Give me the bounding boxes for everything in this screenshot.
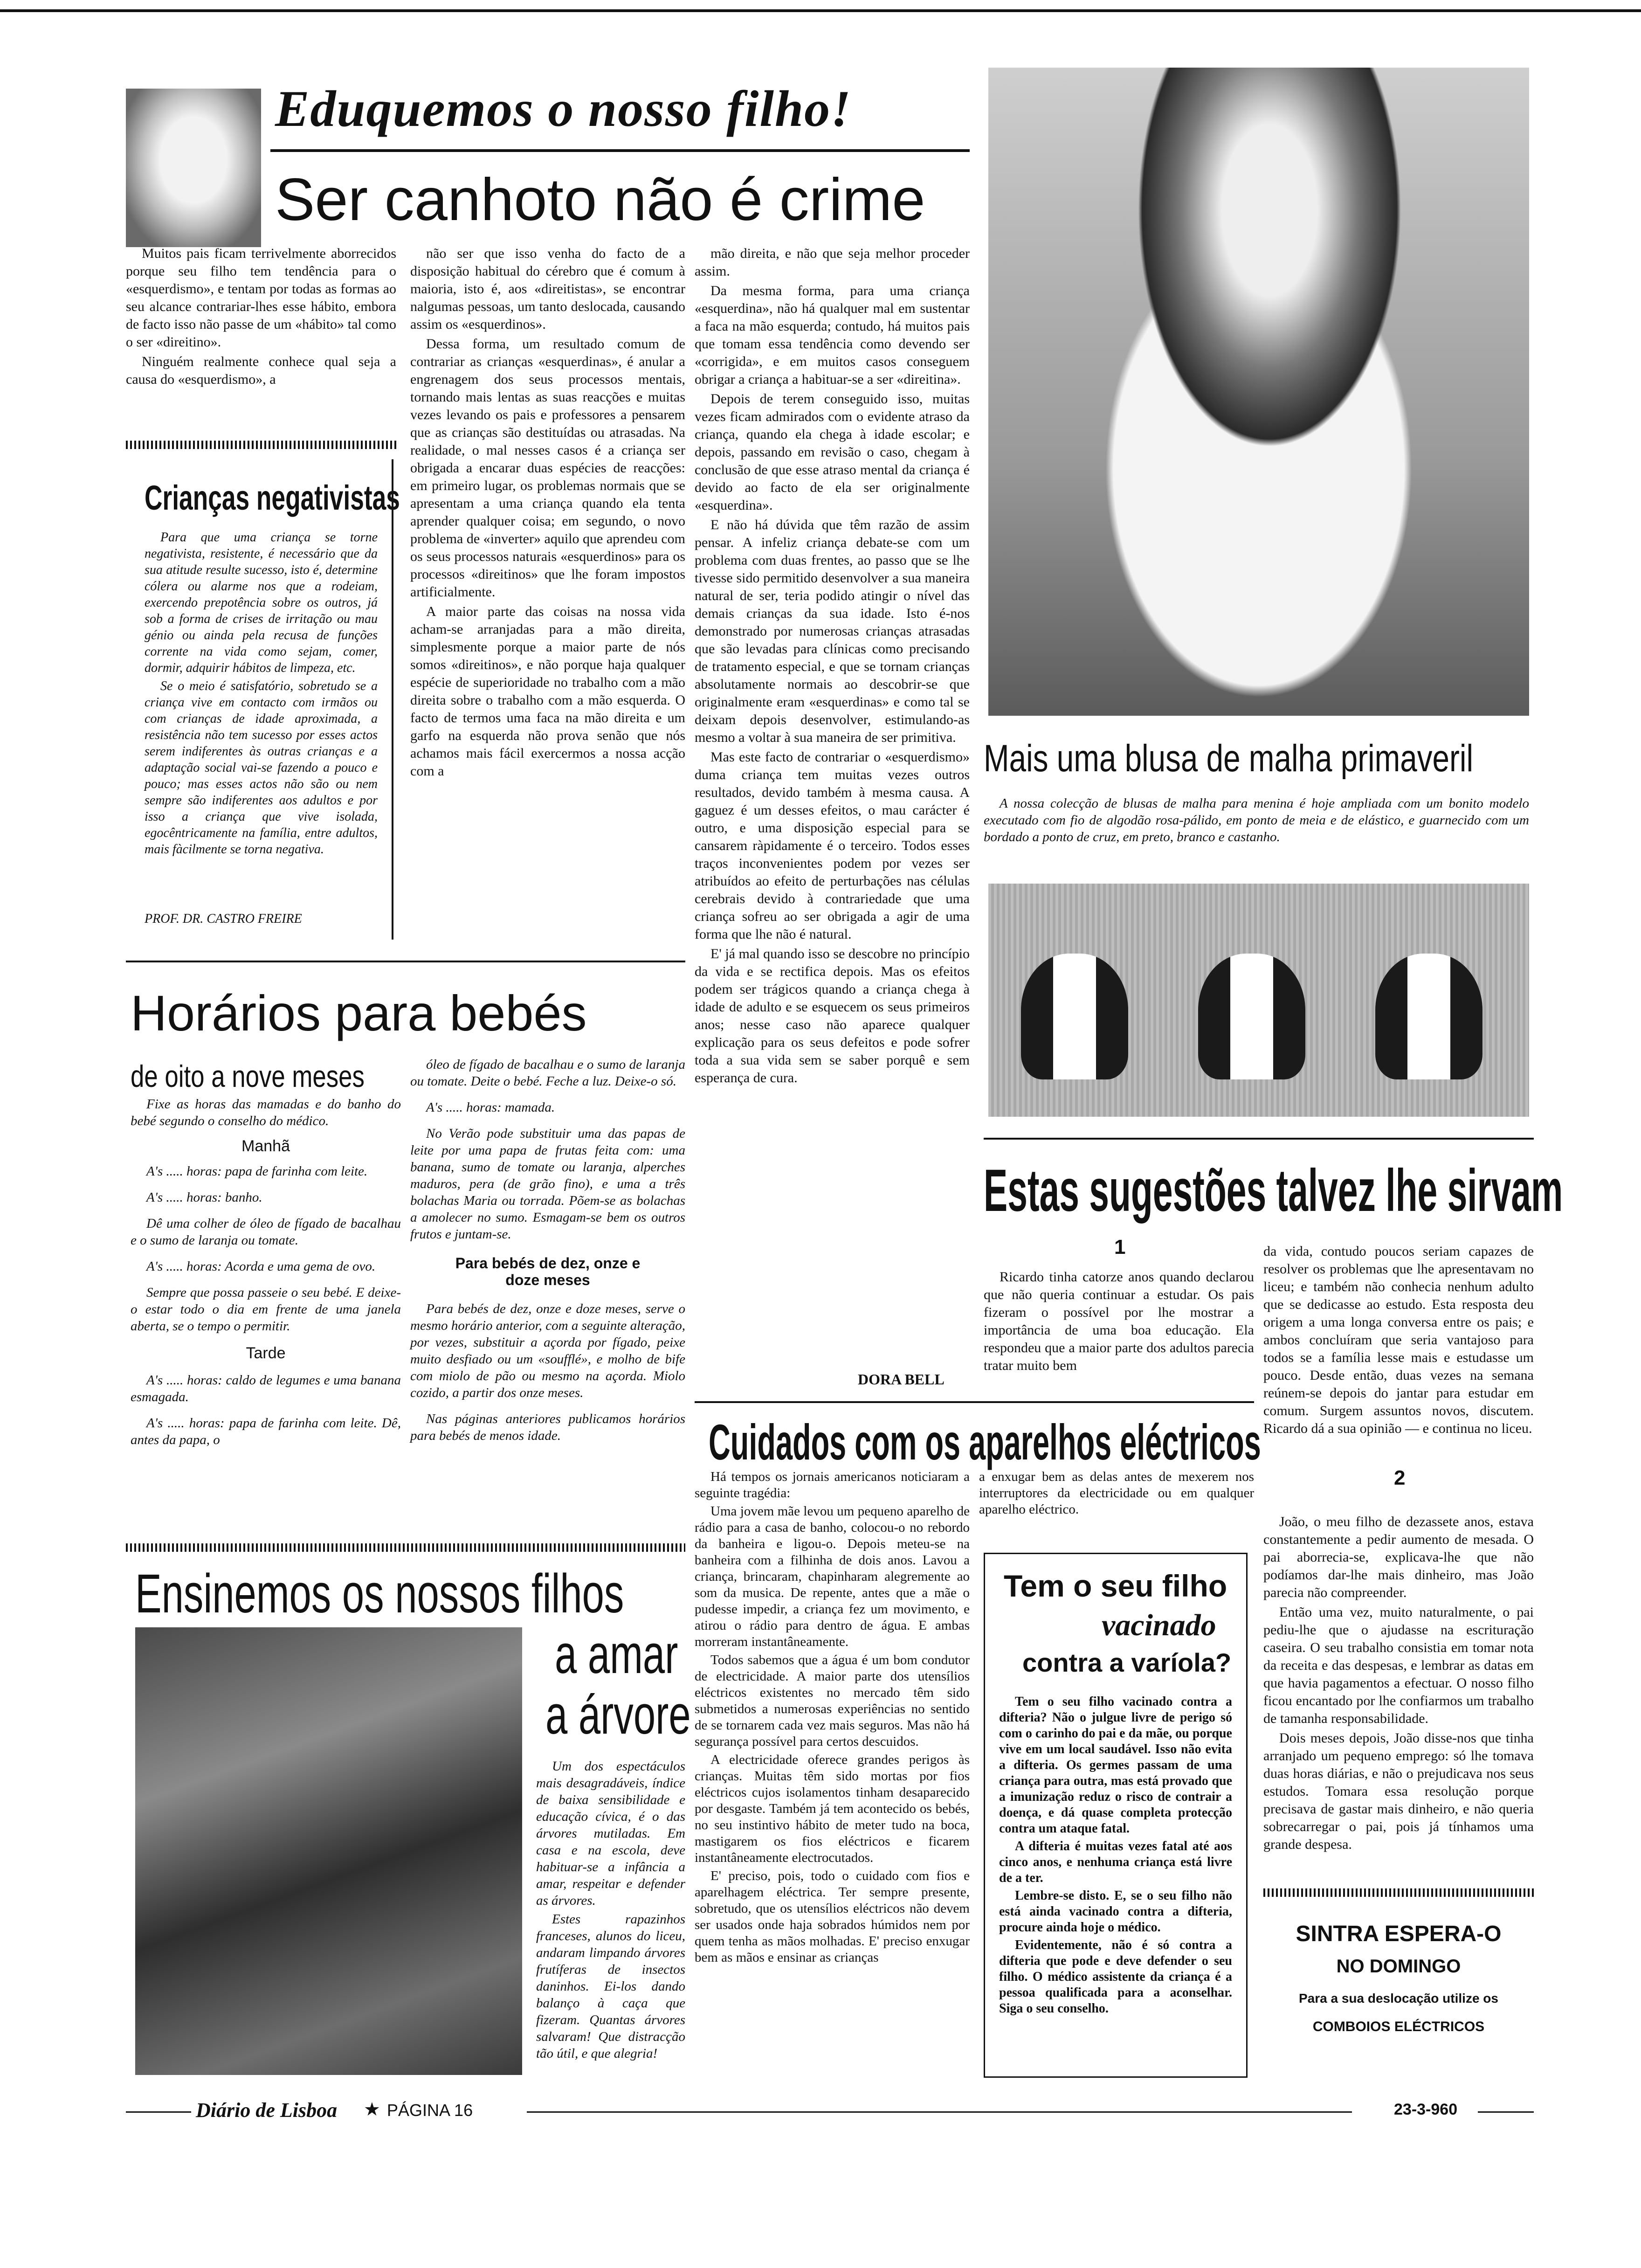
- paragraph: Estes rapazinhos franceses, alunos do liceu, andaram limpando árvores frutíferas de insectos daninhos. Ei-los dando balanço à caça que fizeram. Quantas árvores salvaram! Que distracção tão útil, e que alegria!: [536, 1912, 685, 2061]
- section-divider: [984, 1138, 1534, 1140]
- paragraph: Da mesma forma, para uma criança «esquerdina», não há qualquer mal em sustentar a faca na mão esquerda; contudo, há muitos pais que tomam essa tendência como devendo ser «corrigida», e em muitos casos conseguem obrigar a criança a habituar-se a ser «direitina».: [695, 283, 970, 387]
- sidebar-top-border: [126, 441, 396, 449]
- footer-page-number: PÁGINA 16: [387, 2101, 473, 2120]
- article6-col-2: [1263, 1513, 1534, 1855]
- article3-caption: [536, 1758, 685, 2064]
- article1-col1: [126, 245, 396, 390]
- paragraph: A electricidade oferece grandes perigos às crianças. Muitas têm sido mortas por fios eléctricos cujos isolamentos tinham desaparecido por desgaste. Também já tem acontecido os bebés, no seu instintivo hábito de meter tudo na boca, mastigarem os fios eléctricos e ficarem instantâneamente electrocutados.: [695, 1752, 970, 1865]
- paragraph: Depois de terem conseguido isso, muitas vezes ficam admirados com o evidente atraso da criança, quando ela chega à idade escolar; e depois, passando em revisão o caso, chegam à conclusão de que esse atraso mental da criança é devido ao facto de ela ser originalmente «esquerdina».: [695, 391, 970, 513]
- article6-para-1b: da vida, contudo poucos seriam capazes de resolver os problemas que lhe apresentavam no liceu; e também não conhecia nenhum adulto que se dedicasse ao estudo. Esta resposta deu origem a uma longa conversa entre os pais; e ambos concluíram que seria vantajoso para todos se a família lesse mais e estudasse um pouco. Desde então, duas vezes na semana reúnem-se depois do jantar para estudar em comum. Surgem assuntos novos, discutem. Ricardo dá a sua opinião — e continua no liceu.: [1263, 1244, 1534, 1436]
- section-divider-hatched: [126, 1543, 685, 1552]
- article5-title: Cuidados com os aparelhos eléctricos: [709, 1414, 1261, 1470]
- article7-title-a: Tem o seu filho: [1004, 1569, 1227, 1603]
- footer-masthead: Diário de Lisboa: [196, 2099, 338, 2122]
- star-icon: ★: [364, 2099, 380, 2120]
- paragraph: Tem o seu filho vacinado contra a difteria? Não o julgue livre de perigo só com o carinho do pai e da mãe, ou porque vive em um local saudável. Isso não evita a difteria. Os germes passam de uma criança para outra, mas está provado que a imunização reduz o risco de contrair a doença, e dá quase completa protecção contra um ataque fatal.: [999, 1694, 1232, 1836]
- ad-line-1: SINTRA ESPERA-O: [1296, 1922, 1502, 1946]
- section-divider: [126, 961, 685, 962]
- sidebar-title: Crianças negativistas: [145, 478, 400, 517]
- article5-col2: a enxugar bem as delas antes de mexerem nos interruptores da electricidade ou em qualquer aparelho eléctrico.: [979, 1469, 1254, 1517]
- paragraph: Então uma vez, muito naturalmente, o pai pediu-lhe que o ajudasse na escrituração caseira. O seu trabalho consistia em tomar nota da receita e das despesas, e lembrar as datas em que havia pagamentos a efectuar. O nosso filho ficou encantado por lhe confiarmos um trabalho de tamanha responsabilidade.: [1263, 1604, 1534, 1726]
- ad-top-border: [1263, 1888, 1534, 1897]
- paragraph: E' preciso, pois, todo o cuidado com fios e aparelhagem eléctrica. Ter sempre presente, sobretudo, que os utensílios eléctricos não devem ser usados onde haja sobrados húmidos nem por quem tenha as mãos molhadas. E' preciso enxugar bem as mãos e ensinar as crianças: [695, 1868, 970, 1965]
- vaccine-box: [984, 1553, 1248, 2078]
- paragraph: A difteria é muitas vezes fatal até aos cinco anos, e nenhuma criança está livre de a ter.: [999, 1839, 1232, 1885]
- paragraph: Fixe as horas das mamadas e do banho do bebé segundo o conselho do médico.: [131, 1097, 401, 1128]
- paragraph: Dê uma colher de óleo de fígado de bacalhau e o sumo de laranja ou tomate.: [131, 1216, 401, 1248]
- article6-number-1: 1: [1114, 1236, 1126, 1258]
- paragraph: Mas este facto de contrariar o «esquerdismo» duma criança tem muitas vezes outros resultados, devido também à mesma causa. A gaguez é um desses efeitos, o mau carácter é outro, e uma disposição especial para se cansarem ràpidamente é o terceiro. Todos esses traços inconvenientes podem por vezes ser atribuídos ao efeito de perturbações nas células cerebrais devido à contrariedade que uma criança sofreu ao ser obrigada a agir de uma forma que lhe não é natural.: [695, 749, 970, 942]
- footer-rule-right: [1478, 2111, 1534, 2113]
- footer-rule-left: [126, 2111, 191, 2113]
- paragraph: Dois meses depois, João disse-nos que tinha arranjado um pequeno emprego: só lhe tomava duas horas diárias, e não o prejudicava nos seus estudos. Tomara essa resolução porque precisava de gastar mais dinheiro, e não queria sobrecarregar o pai, pois já tínhamos uma grande despesa.: [1263, 1730, 1534, 1852]
- paragraph: Muitos pais ficam terrivelmente aborrecidos porque seu filho tem tendência para o «esquerdismo», e tentam por todas as formas ao seu alcance contrariar-lhes esse hábito, embora de facto isso não passe de um «hábito» tal como o ser «direitino».: [126, 246, 396, 350]
- paragraph: Lembre-se disto. E, se o seu filho não está ainda vacinado contra a difteria, procure ainda hoje o médico.: [999, 1888, 1232, 1935]
- paragraph: Há tempos os jornais americanos noticiaram a seguinte tragédia:: [695, 1469, 970, 1500]
- paragraph: Dessa forma, um resultado comum de contrariar as crianças «esquerdinas», é anular a engrenagem dos seus processos mentais, tornando mais lentas as suas reacções e muitas vezes levando os pais e professores a pensarem que as crianças são destituídas ou atrasadas. Na realidade, o mal nesses casos é a criança ser obrigada a encarar duas espécies de reacções: em primeiro lugar, os problemas normais que se apresentam a uma criança quando ela tenta aprender qualquer coisa; em segundo, o novo problema de «inverter» aquilo que aprendeu com os seus processos naturais «esquerdinos» para os processos «direitinos» que lhe foram impostos artificialmente.: [410, 336, 685, 600]
- article7-title-b: vacinado: [1102, 1608, 1216, 1642]
- top-rule: [0, 9, 1641, 12]
- paragraph: E' já mal quando isso se descobre no princípio da vida e se rectifica depois. Mas os efeitos podem ser trágicos quando a criança chega à idade de adulto e se esquecem os seus primeiros anos; nesse caso não aparece qualquer explicação para os seus defeitos e pode sofrer toda a sua vida sem se saber porquê e sem esperança de cura.: [695, 946, 970, 1086]
- kicker-underline: [270, 149, 970, 152]
- article1-col2: [410, 245, 685, 782]
- paragraph: Um dos espectáculos mais desagradáveis, índice de baixa sensibilidade e educação cívica, é o das árvores mutiladas. Em casa e na escola, deve habituar-se a infância a amar, respeitar e defender as árvores.: [536, 1759, 685, 1908]
- paragraph: Se o meio é satisfatório, sobretudo se a criança vive em contacto com irmãos ou com crianças de idade aproximada, a resistência não tem sucesso por esses actos serem indiferentes às outras crianças e a adaptação social vai-se fazendo a pouco e pouco; mas esses actos não são ou nem sempre são indiferentes aos adultos e por isso a criança que vive isolada, egocêntricamente na família, entre adultos, mais fàcilmente se torna negativa.: [145, 679, 378, 857]
- article7-body: [999, 1694, 1232, 2019]
- paragraph: A's ..... horas: papa de farinha com leite.: [146, 1164, 368, 1179]
- footer-rule-mid: [527, 2111, 1352, 2113]
- penguin-embroidery-photo: [988, 884, 1529, 1117]
- heading-manha: Manhã: [241, 1137, 290, 1155]
- paragraph: Uma jovem mãe levou um pequeno aparelho de rádio para a casa de banho, colocou-o no rebordo da banheira e ligou-o. Depois meteu-se na banheira com a filhinha de dois anos. Lavou a criança, brincaram, chapinharam alegremente ao som da musica. De repente, antes que a mãe o pudesse impedir, a criança fez um movimento, e atirou o rádio para dentro de água. E ambas morreram instantâneamente.: [695, 1504, 970, 1649]
- paragraph: Para bebés de dez, onze e doze meses, serve o mesmo horário anterior, com a seguinte alteração, por vezes, substituir a açorda por fígado, peixe muito desfiado ou um «soufflé», e molho de bife com miolo de pão ou mesmo na açorda. Miolo cozido, a partir dos onze meses.: [410, 1301, 685, 1400]
- paragraph: A's ..... horas: banho.: [146, 1190, 262, 1205]
- article2-col2: [410, 1056, 685, 1446]
- paragraph: A maior parte das coisas na nossa vida acham-se arranjadas para a mão direita, simplesmente porque a maior parte de nós somos «direitinos», e não porque haja qualquer espécie de superioridade no trabalho com a mão direita sobre o trabalho com a mão esquerda. O facto de termos uma faca na mão direita e um garfo na esquerda não prova senão que nós achamos mais fácil exercermos a nossa acção com a: [410, 604, 685, 779]
- article5-col1: [695, 1469, 970, 1968]
- paragraph: mão direita, e não que seja melhor proceder assim.: [695, 246, 970, 279]
- child-portrait-photo: [126, 89, 261, 247]
- ad-line-4: COMBOIOS ELÉCTRICOS: [1312, 2019, 1485, 2034]
- article6-number-2: 2: [1394, 1466, 1406, 1489]
- article6-title: Estas sugestões talvez lhe sirvam: [984, 1157, 1563, 1224]
- article4-body: A nossa colecção de blusas de malha para menina é hoje ampliada com um bonito modelo executado com fio de algodão rosa-pálido, em ponto de meia e de elástico, e guarnecido com um bordado a ponto de cruz, em preto, branco e castanho.: [984, 796, 1529, 844]
- ad-block: [1263, 1907, 1534, 2066]
- paragraph: não ser que isso venha do facto de a disposição habitual do cérebro que é comum à maioria, isto é, aos «direitistas», se encontrar nalgumas pessoas, um tanto deslocada, causando assim os «esquerdinos».: [410, 246, 685, 332]
- section-divider: [695, 1401, 1254, 1403]
- paragraph: A's ..... horas: caldo de legumes e uma banana esmagada.: [131, 1373, 401, 1404]
- footer-date: 23-3-960: [1394, 2101, 1458, 2118]
- article1-col3: [695, 245, 970, 1089]
- paragraph: João, o meu filho de dezassete anos, estava constantemente a pedir aumento de mesada. O pai aborrecia-se, explicava-lhe que não podíamos dar-lhe mais dinheiro, mas João parecia não compreender.: [1263, 1514, 1534, 1600]
- article1-author: DORA BELL: [858, 1371, 945, 1388]
- paragraph: A's ..... horas: mamada.: [426, 1100, 555, 1115]
- article3-title-c: a árvore: [545, 1684, 691, 1746]
- paragraph: A's ..... horas: papa de farinha com leite. Dê, antes da papa, o: [131, 1416, 401, 1447]
- ad-line-3: Para a sua deslocação utilize os: [1299, 1991, 1498, 2005]
- ad-line-2: NO DOMINGO: [1336, 1956, 1461, 1977]
- paragraph: Ninguém realmente conhece qual seja a causa do «esquerdismo», a: [126, 354, 396, 387]
- penguin-motif-1: [1021, 954, 1128, 1079]
- article4-title: Mais uma blusa de malha primaveril: [984, 737, 1474, 780]
- article2-subtitle: de oito a nove meses: [131, 1059, 365, 1093]
- paragraph: Evidentemente, não é só contra a difteria que pode e deve defender o seu filho. O médico assistente da criança é a pessoa qualificada para a aconselhar. Siga o seu conselho.: [999, 1938, 1232, 2016]
- penguin-motif-3: [1375, 954, 1482, 1079]
- heading-tarde: Tarde: [246, 1344, 286, 1362]
- article3-title-a: Ensinemos os nossos filhos: [135, 1563, 624, 1625]
- paragraph: No Verão pode substituir uma das papas de leite por uma papa de frutas feita com: uma banana, sumo de tomate ou laranja, alperches maduros, pera (de grão fino), e uma a três bolachas Maria ou torrada. Põem-se as bolachas a amolecer no sumo. Esmagam-se bem os outros frutos e juntam-se.: [410, 1126, 685, 1242]
- article6-para-1: Ricardo tinha catorze anos quando declarou que não queria continuar a estudar. Os pais fizeram o possível por lhe mostrar a importância de uma boa educação. Ela respondeu que a maior parte dos adultos parecia tratar muito bem: [984, 1269, 1254, 1373]
- paragraph: Nas páginas anteriores publicamos horários para bebés de menos idade.: [410, 1411, 685, 1443]
- sidebar-box: [131, 459, 400, 940]
- article3-title-b: a amar: [555, 1624, 678, 1685]
- paragraph: óleo de fígado de bacalhau e o sumo de laranja ou tomate. Deite o bebé. Feche a luz. Deixe-o só.: [410, 1057, 685, 1089]
- paragraph: Sempre que possa passeie o seu bebé. E deixe-o estar todo o dia em frente de uma janela aberta, se o tempo o permitir.: [131, 1285, 401, 1334]
- article7-title-c: contra a varíola?: [1022, 1648, 1232, 1677]
- paragraph: Todos sabemos que a água é um bom condutor de electricidade. A maior parte dos utensílios eléctricos existentes no mercado têm sido submetidos a numerosas experiências no sentido de se tornarem cada vez mais seguros. Mas não há segurança possível para certos descuidos.: [695, 1653, 970, 1749]
- paragraph: Para que uma criança se torne negativista, resistente, é necessário que da sua atitude resulte sucesso, isto é, determine cólera ou alarme nos que a rodeiam, exercendo prepotência sobre os outros, já sob a forma de crises de irritação ou mau génio ou ainda pela recusa de funções corrente na vida como sejam, comer, dormir, adquirir hábitos de limpeza, etc.: [145, 530, 378, 675]
- paragraph: A's ..... horas: Acorda e uma gema de ovo.: [146, 1259, 376, 1274]
- article2-col1: [131, 1096, 401, 1450]
- girl-knitted-sweater-photo: [988, 68, 1529, 716]
- sidebar-author: PROF. DR. CASTRO FREIRE: [145, 912, 302, 926]
- penguin-motif-2: [1198, 954, 1305, 1079]
- article-title: Ser canhoto não é crime: [275, 166, 925, 233]
- article-kicker: Eduquemos o nosso filho!: [275, 80, 852, 137]
- article2-subheading: Para bebés de dez, onze e doze meses: [455, 1255, 641, 1288]
- article2-title: Horários para bebés: [131, 985, 587, 1041]
- sidebar-body: [145, 529, 378, 859]
- paragraph: E não há dúvida que têm razão de assim pensar. A infeliz criança debate-se com um problema com duas frentes, ao passo que se lhe tivesse sido permitido desenvolver a sua maneira natural de ser, teria podido atingir o nível das demais crianças da sua idade. Isto é-nos demonstrado por numerosas crianças atrasadas que são levadas para clínicas como precisando de tratamento especial, e que se tornam crianças absolutamente normais ao descobrir-se que originalmente eram «esquerdinas» e como tal se deixam depois desenvolver, estimulando-as mesmo a voltar à sua maneira de ser primitiva.: [695, 517, 970, 745]
- boys-cleaning-trees-photo: [135, 1627, 522, 2075]
